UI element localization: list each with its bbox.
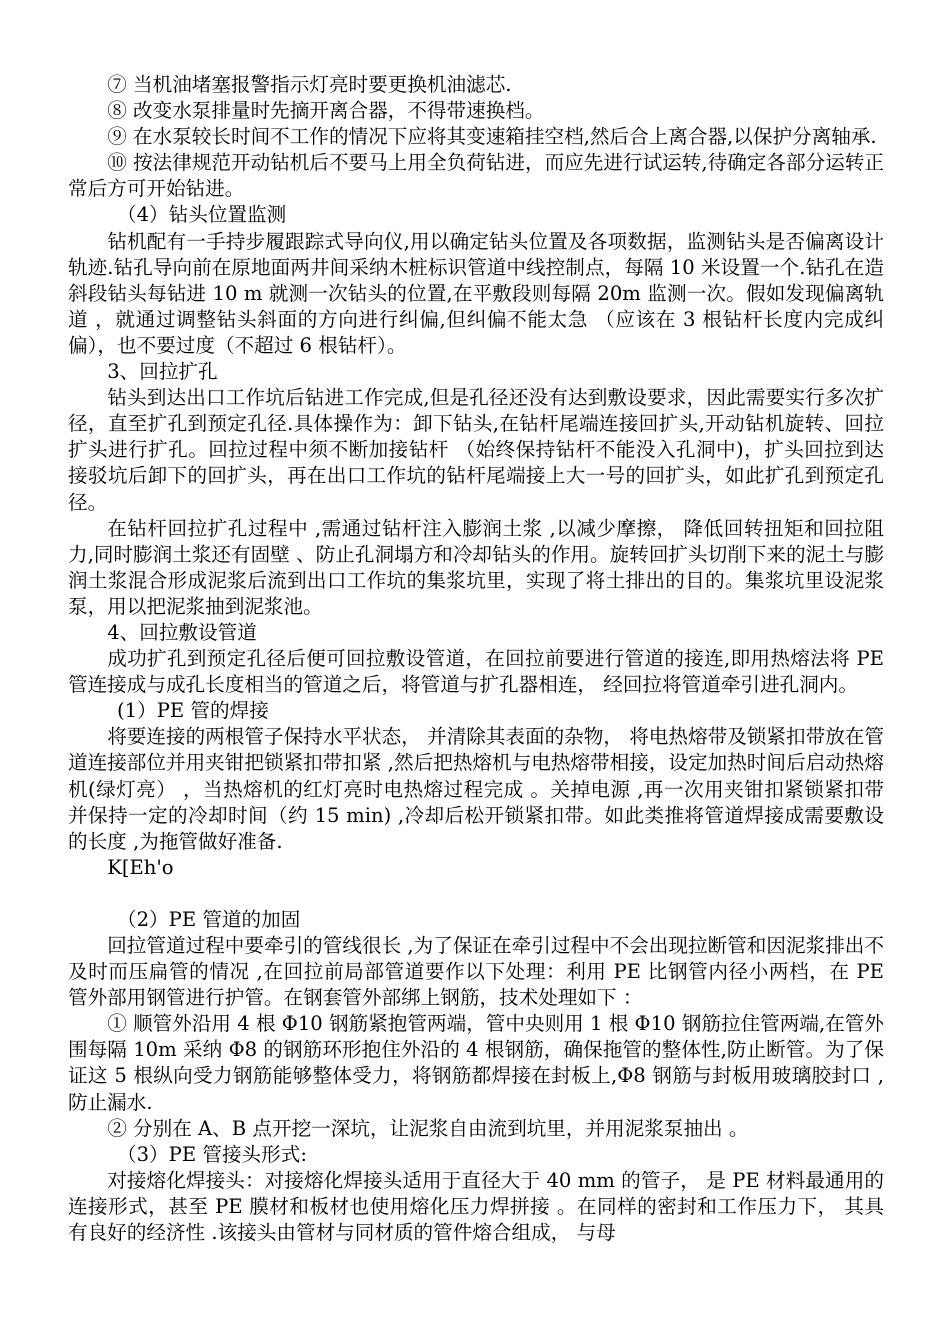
paragraph-drill-monitoring: 钻机配有一手持步履跟踪式导向仪,用以确定钻头位置及各项数据，监测钻头是否偏离设计轨迹.钻孔导向前在原地面两井间采纳木桩标识管道中线控制点，每隔 10 米设置一个.钻孔在造斜段钻头每钻进 10 m 就测一次钻头的位置,在平敷段则每隔 20m 监测一次。假如发现偏离轨道 ，就通过调整钻头斜面的方向进行纠偏,但纠偏不能太急 （应该在 3 根钻杆长度内完成纠偏），也不要过度（不超过 6 根钻杆）。 [68,229,884,357]
paragraph-pump-clutch: ⑧ 改变水泵排量时先摘开离合器，不得带速换档。 [107,99,545,123]
paragraph-mud-pits: ② 分别在 A、B 点开挖一深坑，让泥浆自由流到坑里，并用泥浆泵抽出 。 [107,1116,749,1140]
section-heading-drill-monitoring: （4）钻头位置监测 [117,203,287,227]
paragraph-butt-fusion: 对接熔化焊接头：对接熔化焊接头适用于直径大于 40 mm 的管子， 是 PE 材料最通用的连接形式，甚至 PE 膜材和板材也使用熔化压力焊拼接 。在同样的密封和工作压力下， 其具有良好的经济性 .该接头由管材与同材质的管件熔合组成， 与母 [68,1168,884,1245]
paragraph-rebar-measures: ① 顺管外沿用 4 根 Φ10 钢筋紧抱管两端，管中央则用 1 根 Φ10 钢筋拉住管两端,在管外围每隔 10m 采纳 Φ8 的钢筋环形抱住外沿的 4 根钢筋，确保拖管的整体性,防止断管。为了保证这 5 根纵向受力钢筋能够整体受力，将钢筋都焊接在封板上,Φ8 钢筋与封板用玻璃胶封口 ,防止漏水. [68,1012,884,1114]
section-heading-pe-joints: （3）PE 管接头形式: [117,1142,307,1166]
paragraph-pe-reinforcement: 回拉管道过程中要牵引的管线很长 ,为了保证在牵引过程中不会出现拉断管和因泥浆排出不及时而压扁管的情况 ,在回拉前局部管道要作以下处理：利用 PE 比钢管内径小两档，在 PE 管外部用钢管进行护管。在钢套管外部绑上钢筋，技术处理如下 ： [68,934,884,1010]
section-heading-pullback: 4、回拉敷设管道 [107,620,257,644]
document-page [68,72,884,1246]
section-heading-pe-welding: (1）PE 管的焊接 [117,699,269,723]
paragraph-trial-run: ⑩ 按法律规范开动钻机后不要马上用全负荷钻进，而应先进行试运转,待确定各部分运转正常后方可开始钻进。 [68,151,884,201]
paragraph-pullback: 成功扩孔到预定孔径后便可回拉敷设管道，在回拉前要进行管道的接连,即用热熔法将 PE 管连接成与成孔长度相当的管道之后，将管道与扩孔器相连， 经回拉将管道牵引进孔洞内。 [68,647,884,697]
paragraph-oil-filter: ⑦ 当机油堵塞报警指示灯亮时要更换机油滤芯. [107,73,512,96]
paragraph-gearbox-neutral: ⑨ 在水泵较长时间不工作的情况下应将其变速箱挂空档,然后合上离合器,以保护分离轴承. [107,125,877,149]
paragraph-stray-text: K[Eh'o [107,855,174,879]
paragraph-pe-welding: 将要连接的两根管子保持水平状态， 并清除其表面的杂物， 将电热熔带及锁紧扣带放在管道连接部位并用夹钳把锁紧扣带扣紧 ,然后把热熔机与电热熔带相接，设定加热时间后启动热熔机(绿灯亮） ，当热熔机的红灯亮时电热熔过程完成 。关掉电源 ,再一次用夹钳扣紧锁紧扣带并保持一定的冷却时间（约 15 min) ,冷却后松开锁紧扣带。如此类推将管道焊接成需要敷设的长度 ,为拖管做好准备. [68,725,884,853]
paragraph-reaming-procedure: 钻头到达出口工作坑后钻进工作完成,但是孔径还没有达到敷设要求，因此需要实行多次扩径，直至扩孔到预定孔径.具体操作为：卸下钻头,在钻杆尾端连接回扩头,开动钻机旋转、回拉扩头进行扩孔。回拉过程中须不断加接钻杆 （始终保持钻杆不能没入孔洞中)，扩头回拉到达接驳坑后卸下的回扩头，再在出口工作坑的钻杆尾端接上大一号的回扩头，如此扩孔到预定孔径。 [68,386,884,514]
section-heading-pe-reinforcement: （2）PE 管道的加固 [117,907,301,931]
blank-line [68,881,884,907]
section-heading-reaming: 3、回拉扩孔 [107,360,218,384]
paragraph-bentonite: 在钻杆回拉扩孔过程中 ,需通过钻杆注入膨润土浆 ,以减少摩擦， 降低回转扭矩和回拉阻力,同时膨润土浆还有固壁 、防止孔洞塌方和冷却钻头的作用。旋转回扩头切削下来的泥土与膨润土浆混合形成泥浆后流到出口工作坑的集浆坑里，实现了将土排出的目的。集浆坑里设泥浆泵，用以把泥浆抽到泥浆池。 [68,516,884,618]
